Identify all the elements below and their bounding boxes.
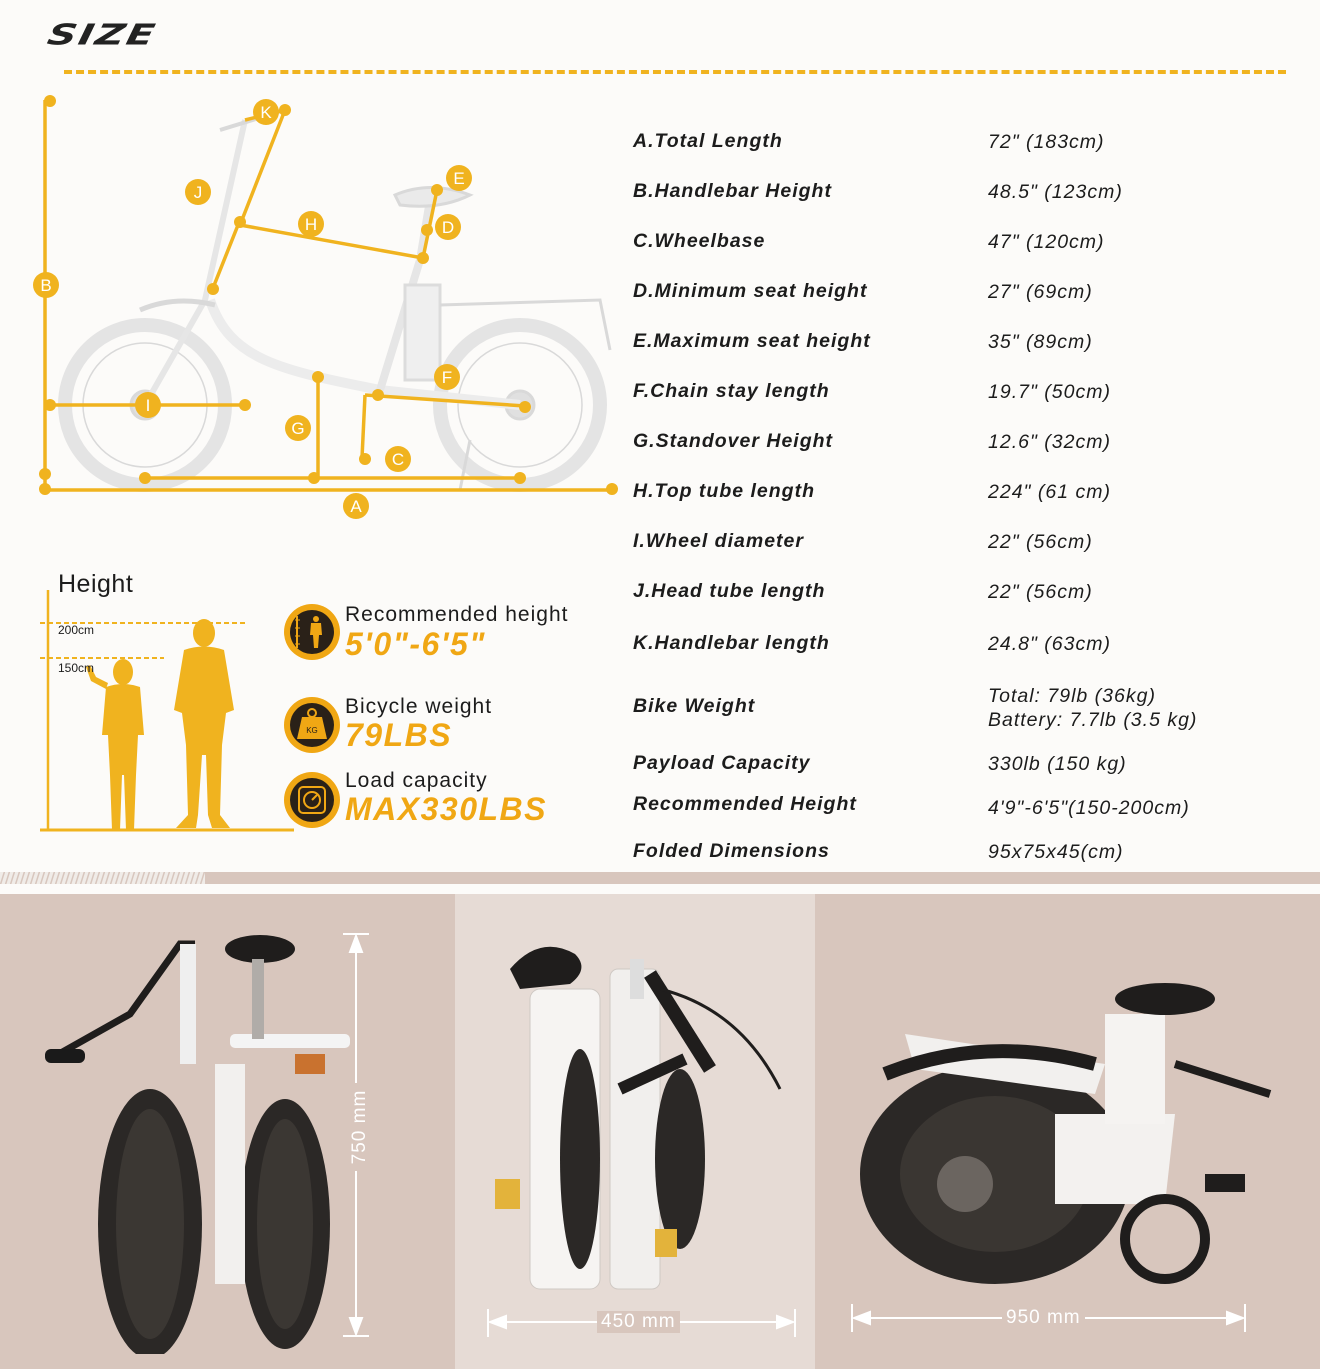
tall-person-silhouette <box>174 619 234 828</box>
spec-label: G.Standover Height <box>633 430 834 452</box>
badge-letter: E <box>453 169 465 188</box>
section-divider <box>0 870 1320 886</box>
badge-d <box>435 214 461 240</box>
spec-value <box>988 330 1093 354</box>
tick-150cm: 150cm <box>58 661 95 675</box>
spec-value-line: 48.5" (123cm) <box>988 181 1123 203</box>
spec-value <box>988 530 1093 554</box>
spec-value-line: 22" (56cm) <box>988 531 1093 553</box>
spec-value <box>988 684 1197 732</box>
spec-value-line: 24.8" (63cm) <box>988 633 1111 655</box>
stat-value-load-capacity: MAX330LBS <box>345 791 547 827</box>
spec-label: F.Chain stay length <box>633 380 830 402</box>
spec-value <box>988 796 1190 820</box>
spec-value <box>988 632 1111 656</box>
spec-label: K.Handlebar length <box>633 632 830 654</box>
badge-h <box>298 211 324 237</box>
folded-length-label: 950 mm <box>1002 1307 1085 1329</box>
badge-letter: C <box>391 450 405 469</box>
spec-value-line: 35" (89cm) <box>988 331 1093 353</box>
dimension-endpoints <box>39 95 618 495</box>
spec-label: H.Top tube length <box>633 480 815 502</box>
spec-value-line: 72" (183cm) <box>988 131 1105 153</box>
spec-value-line: 4'9"-6'5"(150-200cm) <box>988 797 1190 819</box>
spec-value <box>988 580 1093 604</box>
spec-value <box>988 280 1093 304</box>
badge-f <box>434 364 460 390</box>
badge-letter: K <box>260 103 272 122</box>
spec-label: Bike Weight <box>633 695 756 717</box>
spec-label: Folded Dimensions <box>633 840 830 862</box>
spec-value-line: 330lb (150 kg) <box>988 753 1127 775</box>
short-person-silhouette <box>86 659 144 830</box>
spec-value-line: 224" (61 cm) <box>988 481 1111 503</box>
bike-geometry-diagram <box>0 80 630 530</box>
stat-label-load-capacity: Load capacity <box>345 769 488 792</box>
spec-value-line: Battery: 7.7lb (3.5 kg) <box>988 709 1198 731</box>
badge-c <box>385 446 411 472</box>
spec-label: J.Head tube length <box>633 580 826 602</box>
folded-dimension-arrows <box>0 894 1320 1369</box>
badge-g <box>285 415 311 441</box>
gauge-icon <box>282 770 342 830</box>
spec-value <box>988 230 1105 254</box>
page-title: SIZE <box>44 18 160 52</box>
badge-letter: F <box>441 368 453 387</box>
spec-value <box>988 480 1111 504</box>
badge-e <box>446 165 472 191</box>
badge-b <box>33 272 59 298</box>
badge-letter: J <box>193 183 203 202</box>
kg-icon-text: KG <box>306 726 318 735</box>
stat-value-recommended-height: 5'0"-6'5" <box>345 626 486 662</box>
height-chart-title: Height <box>58 570 134 598</box>
spec-label: Payload Capacity <box>633 752 811 774</box>
folded-width-label: 450 mm <box>597 1311 680 1333</box>
spec-value-line: 47" (120cm) <box>988 231 1105 253</box>
spec-value <box>988 752 1127 776</box>
badge-a <box>343 493 369 519</box>
spec-value <box>988 430 1111 454</box>
spec-label: Recommended Height <box>633 793 857 815</box>
badge-i <box>135 392 161 418</box>
spec-label: B.Handlebar Height <box>633 180 832 202</box>
spec-value-line: 95x75x45(cm) <box>988 841 1124 863</box>
dimension-lines <box>45 100 612 490</box>
spec-value-line: 22" (56cm) <box>988 581 1093 603</box>
badge-letter: G <box>291 419 305 438</box>
badge-letter: A <box>350 497 362 516</box>
folded-photos-section <box>0 894 1320 1369</box>
spec-value <box>988 130 1105 154</box>
badge-letter: B <box>40 276 52 295</box>
person-height-icon <box>282 602 342 662</box>
badge-k <box>253 99 279 125</box>
spec-value <box>988 180 1123 204</box>
badge-letter: H <box>304 215 318 234</box>
stat-label-bicycle-weight: Bicycle weight <box>345 695 493 718</box>
spec-value-line: 19.7" (50cm) <box>988 381 1111 403</box>
folded-height-label: 750 mm <box>349 1083 371 1171</box>
spec-value-line: 12.6" (32cm) <box>988 431 1111 453</box>
bike-illustration <box>65 110 610 490</box>
spec-value-line: Total: 79lb (36kg) <box>988 685 1156 707</box>
stat-label-recommended-height: Recommended height <box>345 603 569 626</box>
spec-label: A.Total Length <box>633 130 783 152</box>
spec-value-line: 27" (69cm) <box>988 281 1093 303</box>
weight-kg-icon <box>282 695 342 755</box>
spec-label: D.Minimum seat height <box>633 280 868 302</box>
badge-j <box>185 179 211 205</box>
title-divider <box>64 70 1286 74</box>
spec-value <box>988 380 1111 404</box>
spec-value <box>988 840 1124 864</box>
spec-label: I.Wheel diameter <box>633 530 804 552</box>
badge-letter: I <box>145 396 151 415</box>
spec-label: C.Wheelbase <box>633 230 766 252</box>
spec-label: E.Maximum seat height <box>633 330 871 352</box>
stat-value-bicycle-weight: 79LBS <box>345 717 453 753</box>
badge-letter: D <box>441 218 455 237</box>
tick-200cm: 200cm <box>58 623 95 637</box>
